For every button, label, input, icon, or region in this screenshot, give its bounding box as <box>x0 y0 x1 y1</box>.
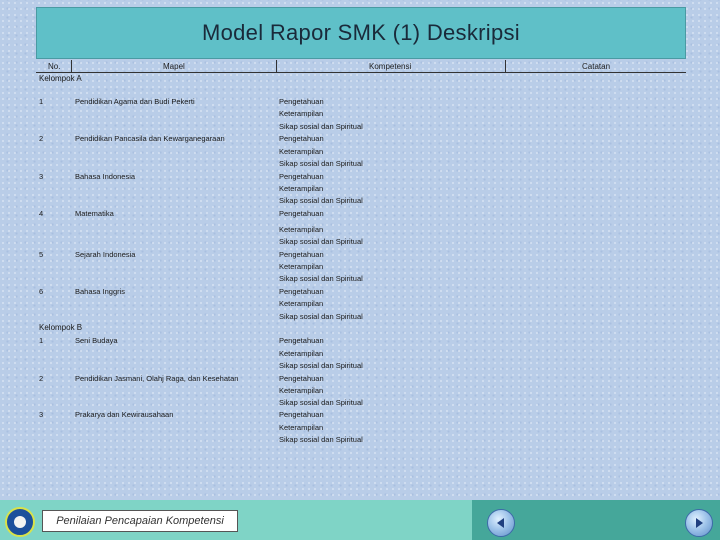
prev-slide-button[interactable] <box>487 509 515 537</box>
header-no: No. <box>48 62 61 71</box>
header-kompetensi: Kompetensi <box>369 62 412 71</box>
kompetensi-line: Pengetahuan <box>279 209 324 218</box>
group-a-label: Kelompok A <box>39 74 82 83</box>
title-box <box>36 7 686 59</box>
kompetensi-line: Keterampilan <box>279 299 324 308</box>
kompetensi-line: Pengetahuan <box>279 287 324 296</box>
row-mapel: Bahasa Inggris <box>75 287 126 296</box>
kompetensi-line: Pengetahuan <box>279 336 324 345</box>
row-no: 3 <box>39 172 44 181</box>
kompetensi-line: Sikap sosial dan Spiritual <box>279 312 363 321</box>
row-no: 1 <box>39 97 44 106</box>
kompetensi-line: Keterampilan <box>279 109 324 118</box>
triangle-right-icon <box>693 517 705 529</box>
row-mapel: Bahasa Indonesia <box>75 172 136 181</box>
kompetensi-line: Sikap sosial dan Spiritual <box>279 159 363 168</box>
kompetensi-line: Pengetahuan <box>279 172 324 181</box>
row-mapel: Seni Budaya <box>75 336 118 345</box>
page-title: Model Rapor SMK (1) Deskripsi <box>201 20 520 45</box>
triangle-left-icon <box>495 517 507 529</box>
kompetensi-line: Keterampilan <box>279 147 324 156</box>
row-mapel: Pendidikan Agama dan Budi Pekerti <box>75 97 195 106</box>
kompetensi-line: Keterampilan <box>279 386 324 395</box>
header-underline <box>36 72 686 73</box>
kompetensi-line: Pengetahuan <box>279 97 324 106</box>
header-divider <box>505 60 506 72</box>
row-mapel: Prakarya dan Kewirausahaan <box>75 410 174 419</box>
kompetensi-line: Sikap sosial dan Spiritual <box>279 237 363 246</box>
kompetensi-line: Sikap sosial dan Spiritual <box>279 274 363 283</box>
row-no: 5 <box>39 250 44 259</box>
kompetensi-line: Sikap sosial dan Spiritual <box>279 435 363 444</box>
row-no: 2 <box>39 134 44 143</box>
kompetensi-line: Keterampilan <box>279 262 324 271</box>
kompetensi-line: Pengetahuan <box>279 410 324 419</box>
row-mapel: Sejarah Indonesia <box>75 250 136 259</box>
kompetensi-line: Sikap sosial dan Spiritual <box>279 398 363 407</box>
kompetensi-line: Pengetahuan <box>279 250 324 259</box>
next-slide-button[interactable] <box>685 509 713 537</box>
row-mapel: Pendidikan Jasmani, Olahj Raga, dan Kesehatan <box>75 374 239 383</box>
kompetensi-line: Keterampilan <box>279 184 324 193</box>
footer-label: Penilaian Pencapaian Kompetensi <box>42 510 238 532</box>
header-divider <box>71 60 72 72</box>
ministry-logo-icon <box>5 507 35 537</box>
header-catatan: Catatan <box>582 62 611 71</box>
kompetensi-line: Keterampilan <box>279 423 324 432</box>
kompetensi-line: Pengetahuan <box>279 134 324 143</box>
kompetensi-line: Pengetahuan <box>279 374 324 383</box>
kompetensi-line: Sikap sosial dan Spiritual <box>279 196 363 205</box>
kompetensi-line: Keterampilan <box>279 225 324 234</box>
row-no: 1 <box>39 336 44 345</box>
header-divider <box>276 60 277 72</box>
kompetensi-line: Sikap sosial dan Spiritual <box>279 122 363 131</box>
row-no: 2 <box>39 374 44 383</box>
kompetensi-line: Keterampilan <box>279 349 324 358</box>
kompetensi-line: Sikap sosial dan Spiritual <box>279 361 363 370</box>
group-b-label: Kelompok B <box>39 323 83 332</box>
row-mapel: Matematika <box>75 209 114 218</box>
header-mapel: Mapel <box>163 62 185 71</box>
row-no: 6 <box>39 287 44 296</box>
row-no: 3 <box>39 410 44 419</box>
row-mapel: Pendidikan Pancasila dan Kewarganegaraan <box>75 134 225 143</box>
row-no: 4 <box>39 209 44 218</box>
